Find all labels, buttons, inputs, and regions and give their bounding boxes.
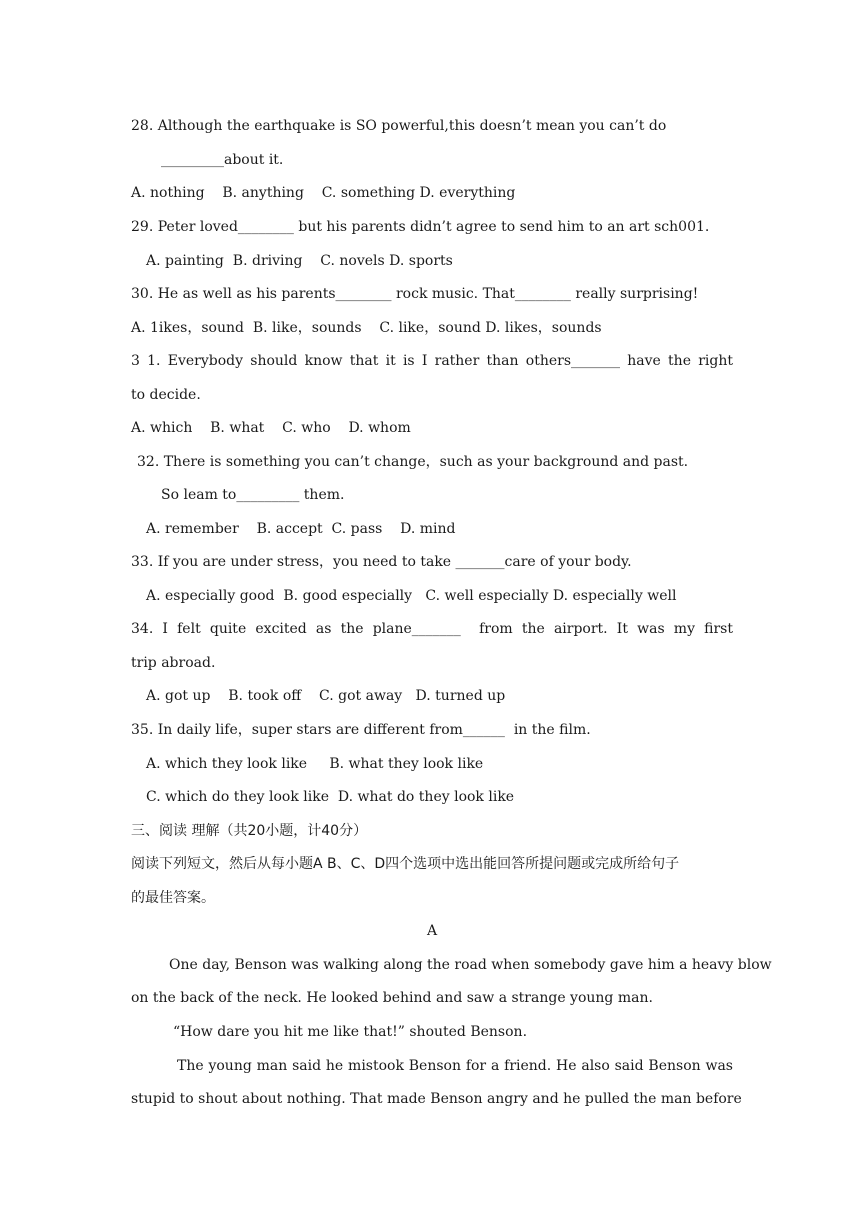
passage-paragraph-2: “How dare you hit me like that!” shouted Benson. [173,1024,528,1040]
question-29-stem: 29. Peter loved________ but his parents didn’t agree to send him to an art sch001. [131,219,710,235]
question-35-options-cont: C. which do they look like D. what do they look like [146,789,515,805]
passage-paragraph-1: One day, Benson was walking along the road when somebody gave him a heavy blow [169,957,772,973]
passage-paragraph-3: The young man said he mistook Benson for a friend. He also said Benson was [177,1058,733,1074]
question-29-options: A. painting B. driving C. novels D. sports [146,253,453,269]
question-35-stem: 35. In daily life，super stars are different from______ in the film. [131,722,591,738]
question-30-options: A. 1ikes，sound B. like，sounds C. like，sound D. likes，sounds [131,320,602,336]
question-34-stem: 34. I felt quite excited as the plane_______ from the airport. It was my first [131,621,733,637]
question-32-stem: 32. There is something you can’t change，such as your background and past. [137,454,689,470]
question-34-options: A. got up B. took off C. got away D. turned up [146,688,506,704]
passage-label: A [426,923,438,939]
question-33-stem: 33. If you are under stress，you need to take _______care of your body. [131,554,632,570]
question-28-options: A. nothing B. anything C. something D. everything [131,185,516,201]
question-28-stem-cont: _________about it. [161,152,284,168]
question-28-stem: 28. Although the earthquake is SO powerful,this doesn’t mean you can’t do [131,118,667,134]
question-31-options: A. which B. what C. who D. whom [131,420,411,436]
section-heading: 三、阅读 理解（共20小题，计40分） [131,823,368,839]
question-34-stem-cont: trip abroad. [131,655,216,671]
question-32-stem-cont: So leam to_________ them. [161,487,345,503]
question-30-stem: 30. He as well as his parents________ rock music. That________ really surprising! [131,286,699,302]
section-instruction: 阅读下列短文，然后从每小题A B、C、D四个选项中选出能回答所提问题或完成所给句子 [131,856,680,872]
question-31-stem: 3 1. Everybody should know that it is I rather than others_______ have the right [131,353,733,369]
passage-paragraph-1-cont: on the back of the neck. He looked behind and saw a strange young man. [131,990,653,1006]
passage-paragraph-3-cont: stupid to shout about nothing. That made Benson angry and he pulled the man before [131,1091,742,1107]
question-32-options: A. remember B. accept C. pass D. mind [146,521,456,537]
question-31-stem-cont: to decide. [131,387,201,403]
question-35-options: A. which they look like B. what they look like [146,756,484,772]
section-instruction-cont: 的最佳答案。 [131,890,215,906]
question-33-options: A. especially good B. good especially C. well especially D. especially well [146,588,677,604]
